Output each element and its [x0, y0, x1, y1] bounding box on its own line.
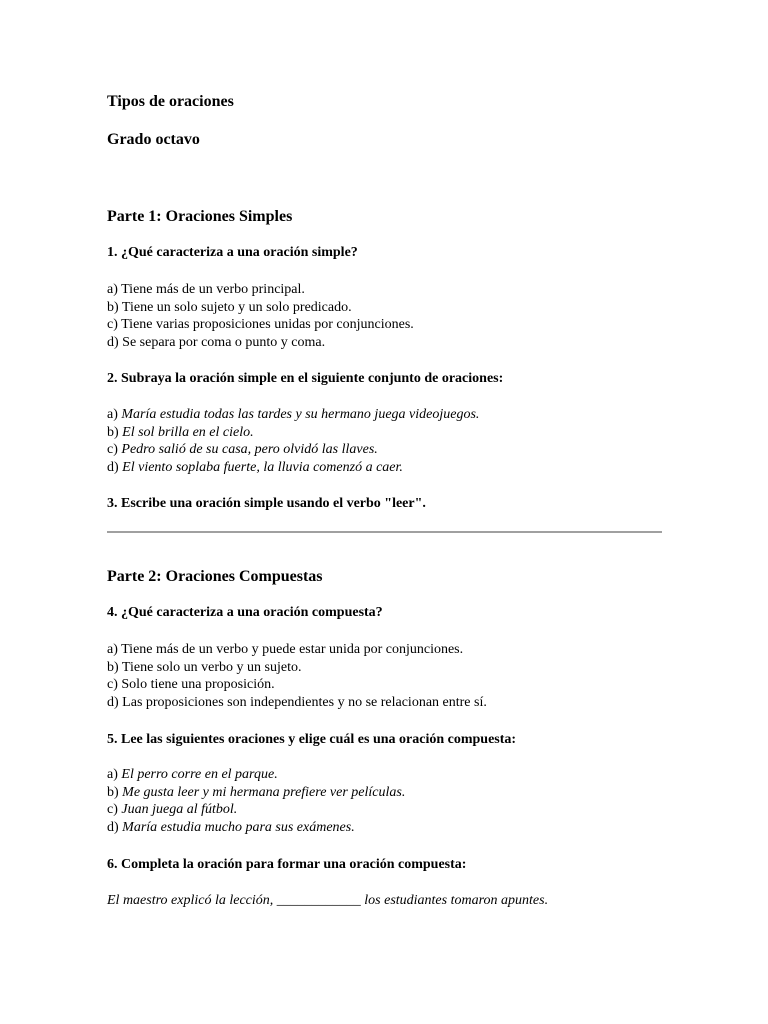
option-2b: b) El sol brilla en el cielo. [107, 424, 254, 440]
question-1-options [107, 281, 414, 352]
question-4: 4. ¿Qué caracteriza a una oración compuesta? [107, 605, 383, 620]
option-5c: c) Juan juega al fútbol. [107, 802, 238, 818]
question-2: 2. Subraya la oración simple en el siguiente conjunto de oraciones: [107, 371, 504, 386]
section-divider [107, 531, 662, 533]
option-1a: a) Tiene más de un verbo principal. [107, 282, 305, 297]
fill-in-sentence: El maestro explicó la lección, ____________ los estudiantes tomaron apuntes. [107, 893, 549, 908]
option-4d: d) Las proposiciones son independientes y no se relacionan entre sí. [107, 695, 487, 711]
option-2d: d) El viento soplaba fuerte, la lluvia comenzó a caer. [107, 460, 403, 476]
option-2a: a) María estudia todas las tardes y su hermano juega videojuegos. [107, 407, 480, 422]
question-1: 1. ¿Qué caracteriza a una oración simple? [107, 245, 358, 260]
grade-label: Grado octavo [107, 131, 200, 148]
part2-heading: Parte 2: Oraciones Compuestas [107, 568, 323, 585]
option-2c: c) Pedro salió de su casa, pero olvidó las llaves. [107, 442, 378, 458]
option-4b: b) Tiene solo un verbo y un sujeto. [107, 659, 302, 675]
question-6: 6. Completa la oración para formar una oración compuesta: [107, 857, 467, 872]
option-5b: b) Me gusta leer y mi hermana prefiere ver películas. [107, 784, 406, 800]
question-5-options [107, 766, 405, 837]
question-2-options [107, 406, 479, 477]
option-4c: c) Solo tiene una proposición. [107, 677, 275, 693]
question-5: 5. Lee las siguientes oraciones y elige cuál es una oración compuesta: [107, 732, 517, 747]
option-1c: c) Tiene varias proposiciones unidas por conjunciones. [107, 317, 414, 333]
option-4a: a) Tiene más de un verbo y puede estar unida por conjunciones. [107, 642, 464, 657]
question-3: 3. Escribe una oración simple usando el verbo "leer". [107, 496, 426, 511]
option-1b: b) Tiene un solo sujeto y un solo predicado. [107, 299, 352, 315]
part1-heading: Parte 1: Oraciones Simples [107, 208, 293, 225]
option-5d: d) María estudia mucho para sus exámenes. [107, 820, 355, 836]
option-5a: a) El perro corre en el parque. [107, 767, 278, 782]
document-title: Tipos de oraciones [107, 93, 234, 110]
option-1d: d) Se separa por coma o punto y coma. [107, 335, 326, 351]
question-4-options [107, 641, 487, 712]
